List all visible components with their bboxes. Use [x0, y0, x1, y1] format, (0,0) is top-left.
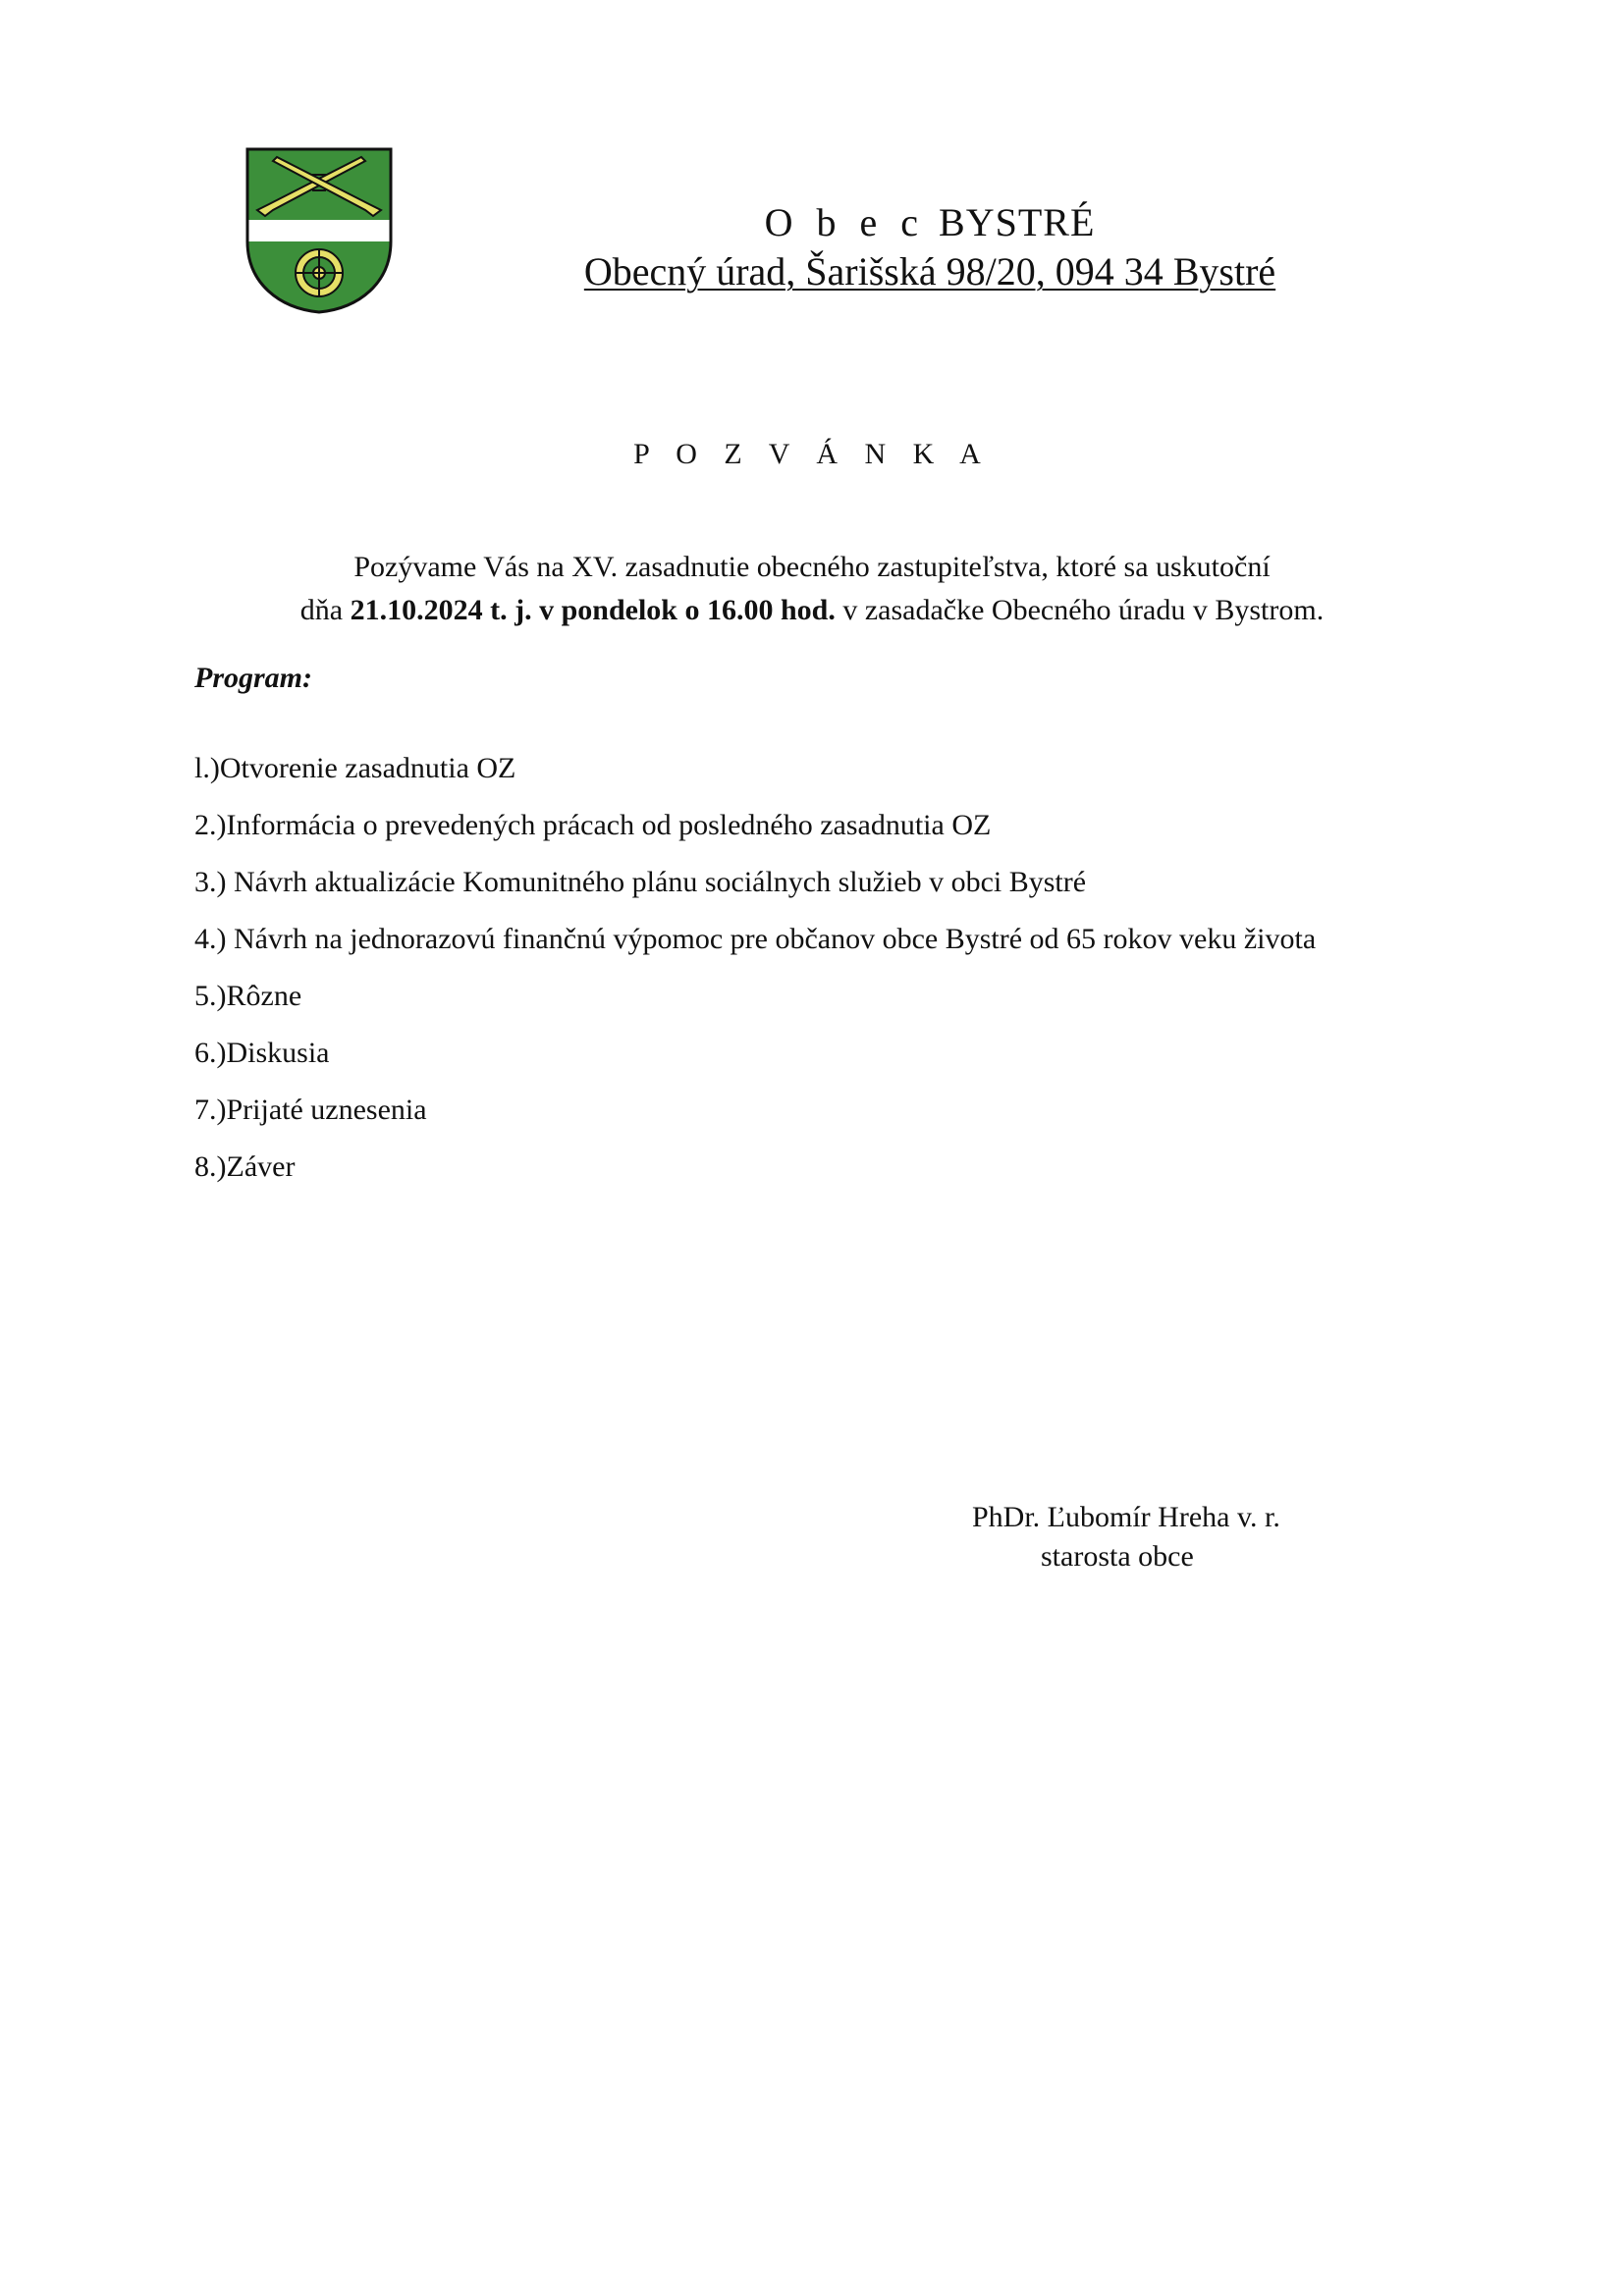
office-address: Obecný úrad, Šarišská 98/20, 094 34 Bystré — [583, 249, 1276, 294]
program-item: l.)Otvorenie zasadnutia OZ — [194, 752, 516, 784]
municipality-title — [412, 199, 1447, 246]
program-item: 7.)Prijaté uznesenia — [194, 1094, 427, 1126]
signature-block — [972, 1498, 1280, 1576]
invitation-text — [147, 546, 1477, 632]
coat-of-arms-icon — [244, 145, 395, 316]
program-item: 5.)Rôzne — [194, 980, 302, 1012]
program-list — [194, 750, 1471, 1205]
document-header — [412, 199, 1447, 297]
program-item: 3.) Návrh aktualizácie Komunitného plánu sociálnych služieb v obci Bystré — [194, 866, 1087, 898]
program-item: 2.)Informácia o prevedených prácach od posledného zasadnutia OZ — [194, 809, 992, 841]
meeting-datetime: 21.10.2024 t. j. v pondelok o 16.00 hod. — [350, 594, 836, 626]
program-item: 8.)Záver — [194, 1150, 296, 1183]
invitation-line-1: Pozývame Vás na XV. zasadnutie obecného zastupiteľstva, ktoré sa uskutoční — [353, 551, 1271, 583]
invitation-line-2 — [147, 589, 1477, 632]
program-item: 6.)Diskusia — [194, 1037, 330, 1069]
signatory-role: starosta obce — [1041, 1540, 1194, 1573]
document-heading: P O Z V Á N K A — [633, 438, 991, 470]
program-item: 4.) Návrh na jednorazovú finančnú výpomoc pre občanov obce Bystré od 65 rokov veku života — [194, 923, 1317, 955]
date-prefix: dňa — [299, 594, 351, 626]
signatory-name: PhDr. Ľubomír Hreha v. r. — [972, 1501, 1280, 1533]
title-name: BYSTRÉ — [939, 200, 1096, 244]
program-label: Program: — [194, 662, 312, 694]
meeting-location: v zasadačke Obecného úradu v Bystrom. — [835, 594, 1325, 626]
title-prefix: O b e c — [764, 200, 926, 244]
